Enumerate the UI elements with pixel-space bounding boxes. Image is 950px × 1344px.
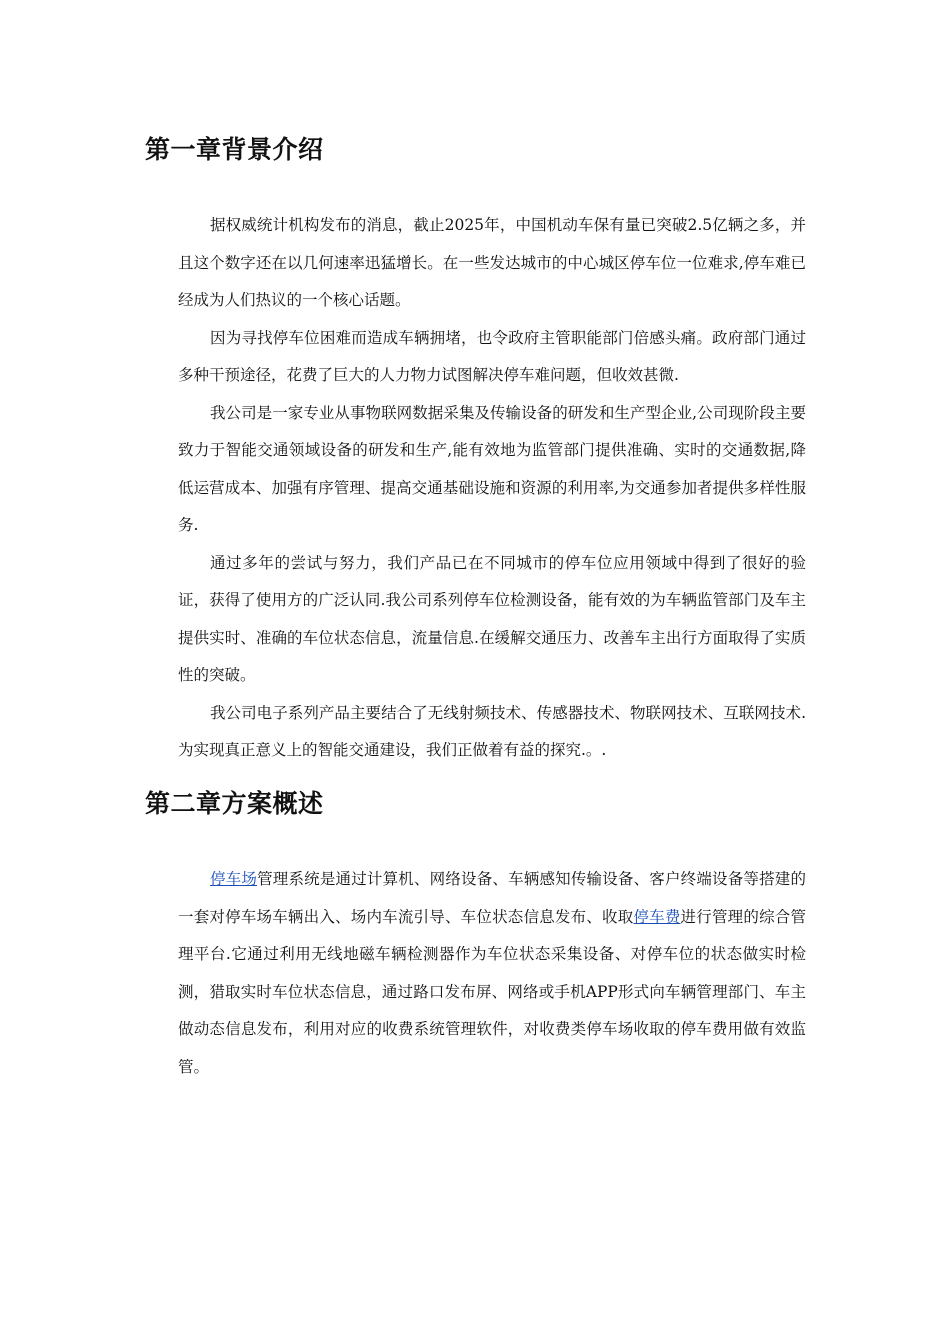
- paragraph-1: 据权威统计机构发布的消息，截止2025年，中国机动车保有量已突破2.5亿辆之多，并且这个数字还在以几何速率迅猛增长。在一些发达城市的中心城区停车位一位难求,停车难已经成为人们热议的一个核心话题。: [178, 216, 806, 309]
- chapter-2-title: 第二章方案概述: [145, 789, 324, 818]
- paragraph-6-text-a: 管理系统是通过计算机、网络设备、车辆感知传输设备、客户终端设备等搭建的一套对停车场车辆出入、场内车流引导、车位状态信息发布、收取: [178, 870, 806, 926]
- paragraph-4: 通过多年的尝试与努力，我们产品已在不同城市的停车位应用领域中得到了很好的验证，获得了使用方的广泛认同.我公司系列停车位检测设备，能有效的为车辆监管部门及车主提供实时、准确的车位状态信息，流量信息.在缓解交通压力、改善车主出行方面取得了实质性的突破。: [178, 553, 806, 684]
- parking-lot-link[interactable]: 停车场: [210, 870, 258, 888]
- chapter-1-title: 第一章背景介绍: [145, 135, 324, 164]
- paragraph-6-text-b: 进行管理的综合管理平台.它通过利用无线地磁车辆检测器作为车位状态采集设备、对停车位的状态做实时检测，猎取实时车位状态信息，通过路口发布屏、网络或手机APP形式向车辆管理部门、车主做动态信息发布，利用对应的收费系统管理软件，对收费类停车场收取的停车费用做有效监管。: [178, 907, 806, 1076]
- paragraph-3: 我公司是一家专业从事物联网数据采集及传输设备的研发和生产型企业,公司现阶段主要致力于智能交通领域设备的研发和生产,能有效地为监管部门提供准确、实时的交通数据,降低运营成本、加强有序管理、提高交通基础设施和资源的利用率,为交通参加者提供多样性服务.: [178, 403, 806, 534]
- chapter-1-body: [178, 207, 806, 770]
- paragraph-5: 我公司电子系列产品主要结合了无线射频技术、传感器技术、物联网技术、互联网技术.为实现真正意义上的智能交通建设，我们正做着有益的探究.。.: [178, 703, 806, 759]
- parking-fee-link[interactable]: 停车费: [633, 907, 681, 926]
- paragraph-6: [178, 861, 806, 1086]
- paragraph-2: 因为寻找停车位困难而造成车辆拥堵，也令政府主管职能部门倍感头痛。政府部门通过多种干预途径，花费了巨大的人力物力试图解决停车难问题，但收效甚微.: [178, 328, 806, 384]
- chapter-2-body: [178, 861, 806, 1086]
